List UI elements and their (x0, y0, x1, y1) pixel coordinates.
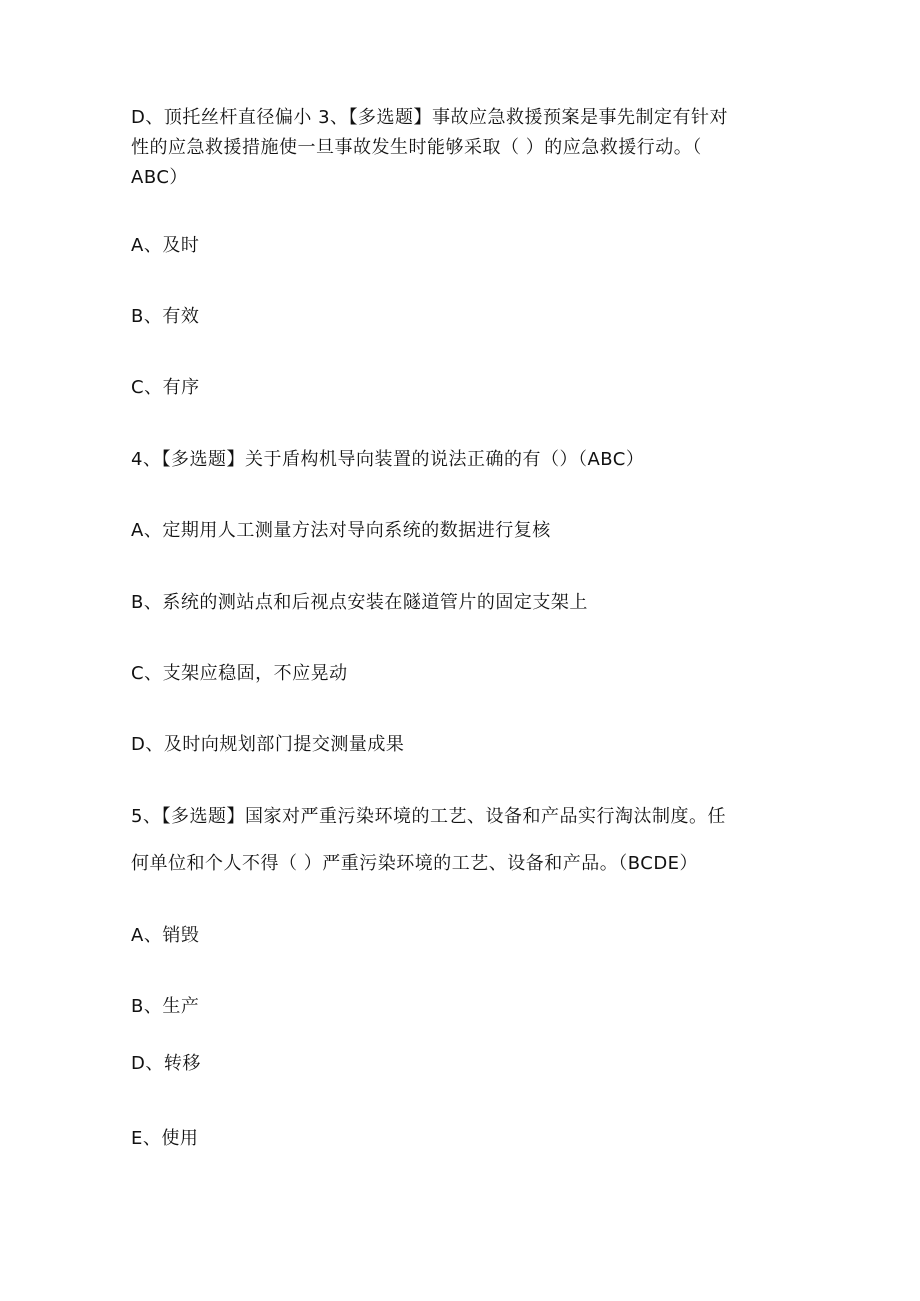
question-3-option-b: B、有效 (131, 306, 200, 327)
question-5-option-b: B、生产 (131, 996, 200, 1017)
question-3-option-a: A、及时 (131, 235, 200, 256)
question-5-option-d: D、转移 (131, 1053, 201, 1074)
question-4-text: 4、【多选题】关于盾构机导向装置的说法正确的有（）（ABC） (131, 449, 645, 470)
question-3-option-c: C、有序 (131, 377, 200, 398)
question-3-text-line-2: 性的应急救援措施使一旦事故发生时能够采取（ ）的应急救援行动。（ (131, 137, 702, 158)
question-3-answer: ABC） (131, 167, 188, 188)
question-4-option-d: D、及时向规划部门提交测量成果 (131, 734, 405, 755)
question-4-option-b: B、系统的测站点和后视点安装在隧道管片的固定支架上 (131, 592, 588, 613)
question-4-option-c: C、支架应稳固，不应晃动 (131, 663, 348, 684)
question-4-option-a: A、定期用人工测量方法对导向系统的数据进行复核 (131, 520, 551, 541)
question-5-text-line-2: 何单位和个人不得（ ）严重污染环境的工艺、设备和产品。（BCDE） (131, 853, 699, 874)
question-5-option-e: E、使用 (131, 1128, 199, 1149)
question-2-option-d-and-question-3-text-line-1: D、顶托丝杆直径偏小 3、【多选题】事故应急救援预案是事先制定有针对 (131, 107, 729, 128)
question-5-text-line-1: 5、【多选题】国家对严重污染环境的工艺、设备和产品实行淘汰制度。任 (131, 806, 726, 827)
question-5-option-a: A、销毁 (131, 925, 200, 946)
